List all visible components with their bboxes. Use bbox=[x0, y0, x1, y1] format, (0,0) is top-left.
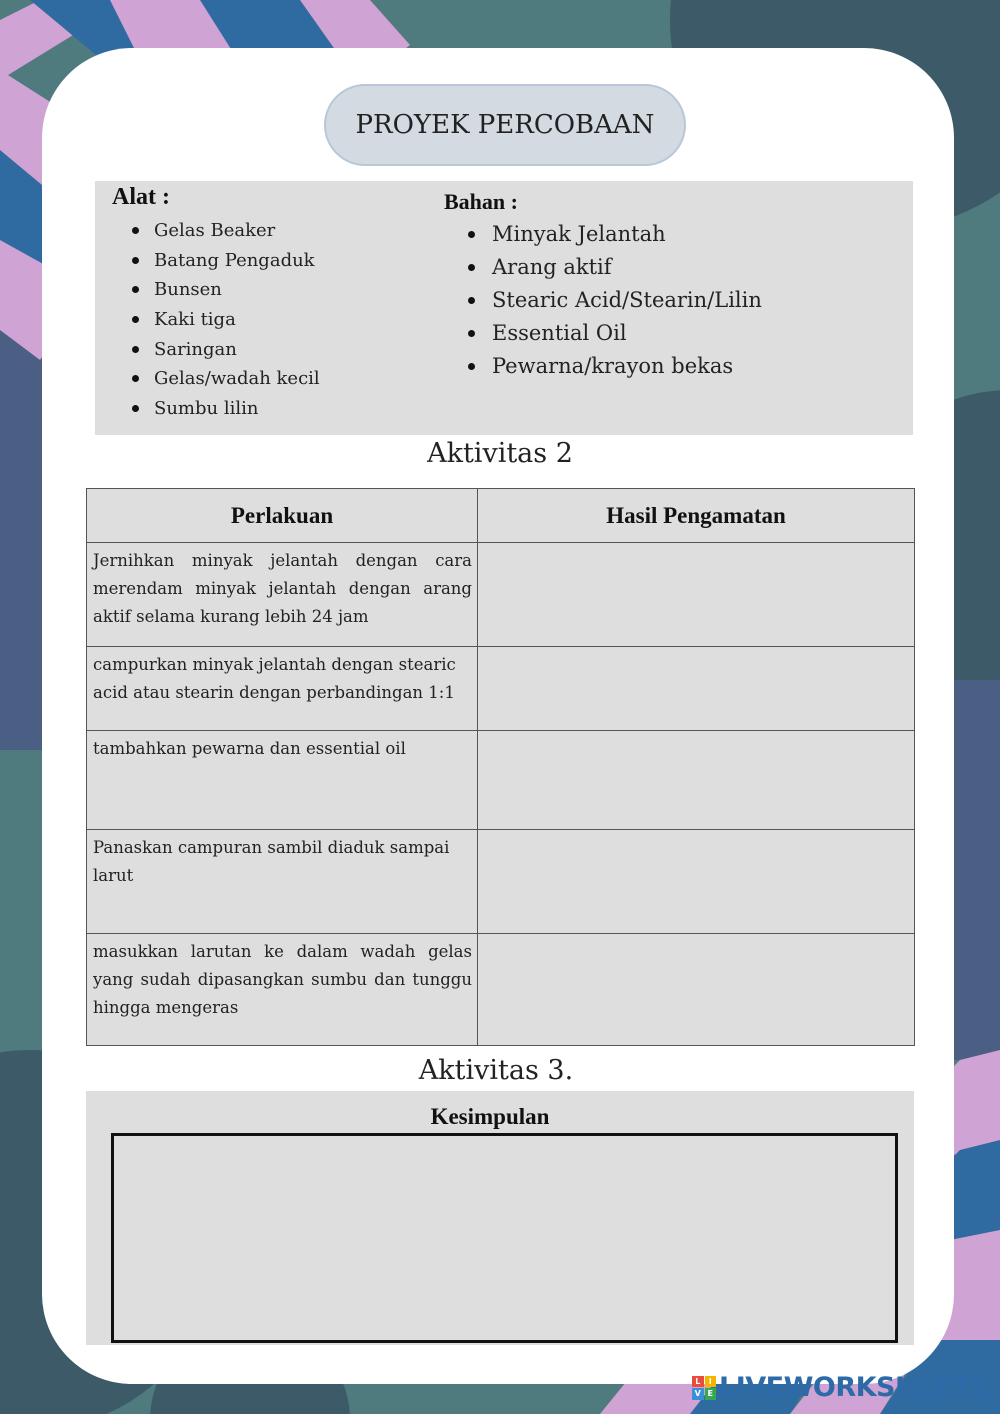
column-header-perlakuan: Perlakuan bbox=[87, 489, 478, 543]
table-row bbox=[87, 934, 915, 1046]
observation-table bbox=[86, 488, 915, 1046]
alat-list bbox=[132, 216, 320, 424]
list-item: Minyak Jelantah bbox=[468, 218, 762, 251]
activity-3-title: Aktivitas 3. bbox=[418, 1055, 574, 1086]
list-item: Stearic Acid/Stearin/Lilin bbox=[468, 284, 762, 317]
brand-name: LIVEWORKSHEETS bbox=[719, 1372, 990, 1403]
list-item: Batang Pengaduk bbox=[132, 246, 320, 276]
liveworksheets-logo bbox=[692, 1372, 990, 1403]
treatment-cell: Jernihkan minyak jelantah dengan cara merendam minyak jelantah dengan arang aktif selama kurang lebih 24 jam bbox=[87, 543, 478, 647]
list-item: Bunsen bbox=[132, 275, 320, 305]
table-row bbox=[87, 731, 915, 830]
result-input-cell[interactable] bbox=[478, 731, 915, 830]
result-input-cell[interactable] bbox=[478, 934, 915, 1046]
list-item: Gelas Beaker bbox=[132, 216, 320, 246]
table-row bbox=[87, 543, 915, 647]
list-item: Saringan bbox=[132, 335, 320, 365]
list-item: Gelas/wadah kecil bbox=[132, 364, 320, 394]
conclusion-heading: Kesimpulan bbox=[430, 1104, 550, 1129]
list-item: Sumbu lilin bbox=[132, 394, 320, 424]
page-title: PROYEK PERCOBAAN bbox=[324, 84, 686, 166]
alat-heading: Alat : bbox=[112, 184, 170, 210]
treatment-cell: tambahkan pewarna dan essential oil bbox=[87, 731, 478, 830]
treatment-cell: masukkan larutan ke dalam wadah gelas yang sudah dipasangkan sumbu dan tunggu hingga mengeras bbox=[87, 934, 478, 1046]
treatment-cell: Panaskan campuran sambil diaduk sampai larut bbox=[87, 830, 478, 934]
bahan-list bbox=[468, 218, 762, 383]
result-input-cell[interactable] bbox=[478, 543, 915, 647]
column-header-hasil-pengamatan: Hasil Pengamatan bbox=[478, 489, 915, 543]
list-item: Arang aktif bbox=[468, 251, 762, 284]
conclusion-input[interactable] bbox=[111, 1133, 898, 1343]
result-input-cell[interactable] bbox=[478, 647, 915, 731]
activity-2-title: Aktivitas 2 bbox=[427, 438, 573, 469]
bahan-heading: Bahan : bbox=[444, 189, 518, 214]
table-row bbox=[87, 647, 915, 731]
list-item: Pewarna/krayon bekas bbox=[468, 350, 762, 383]
result-input-cell[interactable] bbox=[478, 830, 915, 934]
list-item: Essential Oil bbox=[468, 317, 762, 350]
live-logo-icon: L I V E bbox=[692, 1376, 716, 1400]
treatment-cell: campurkan minyak jelantah dengan stearic acid atau stearin dengan perbandingan 1:1 bbox=[87, 647, 478, 731]
table-row bbox=[87, 830, 915, 934]
list-item: Kaki tiga bbox=[132, 305, 320, 335]
